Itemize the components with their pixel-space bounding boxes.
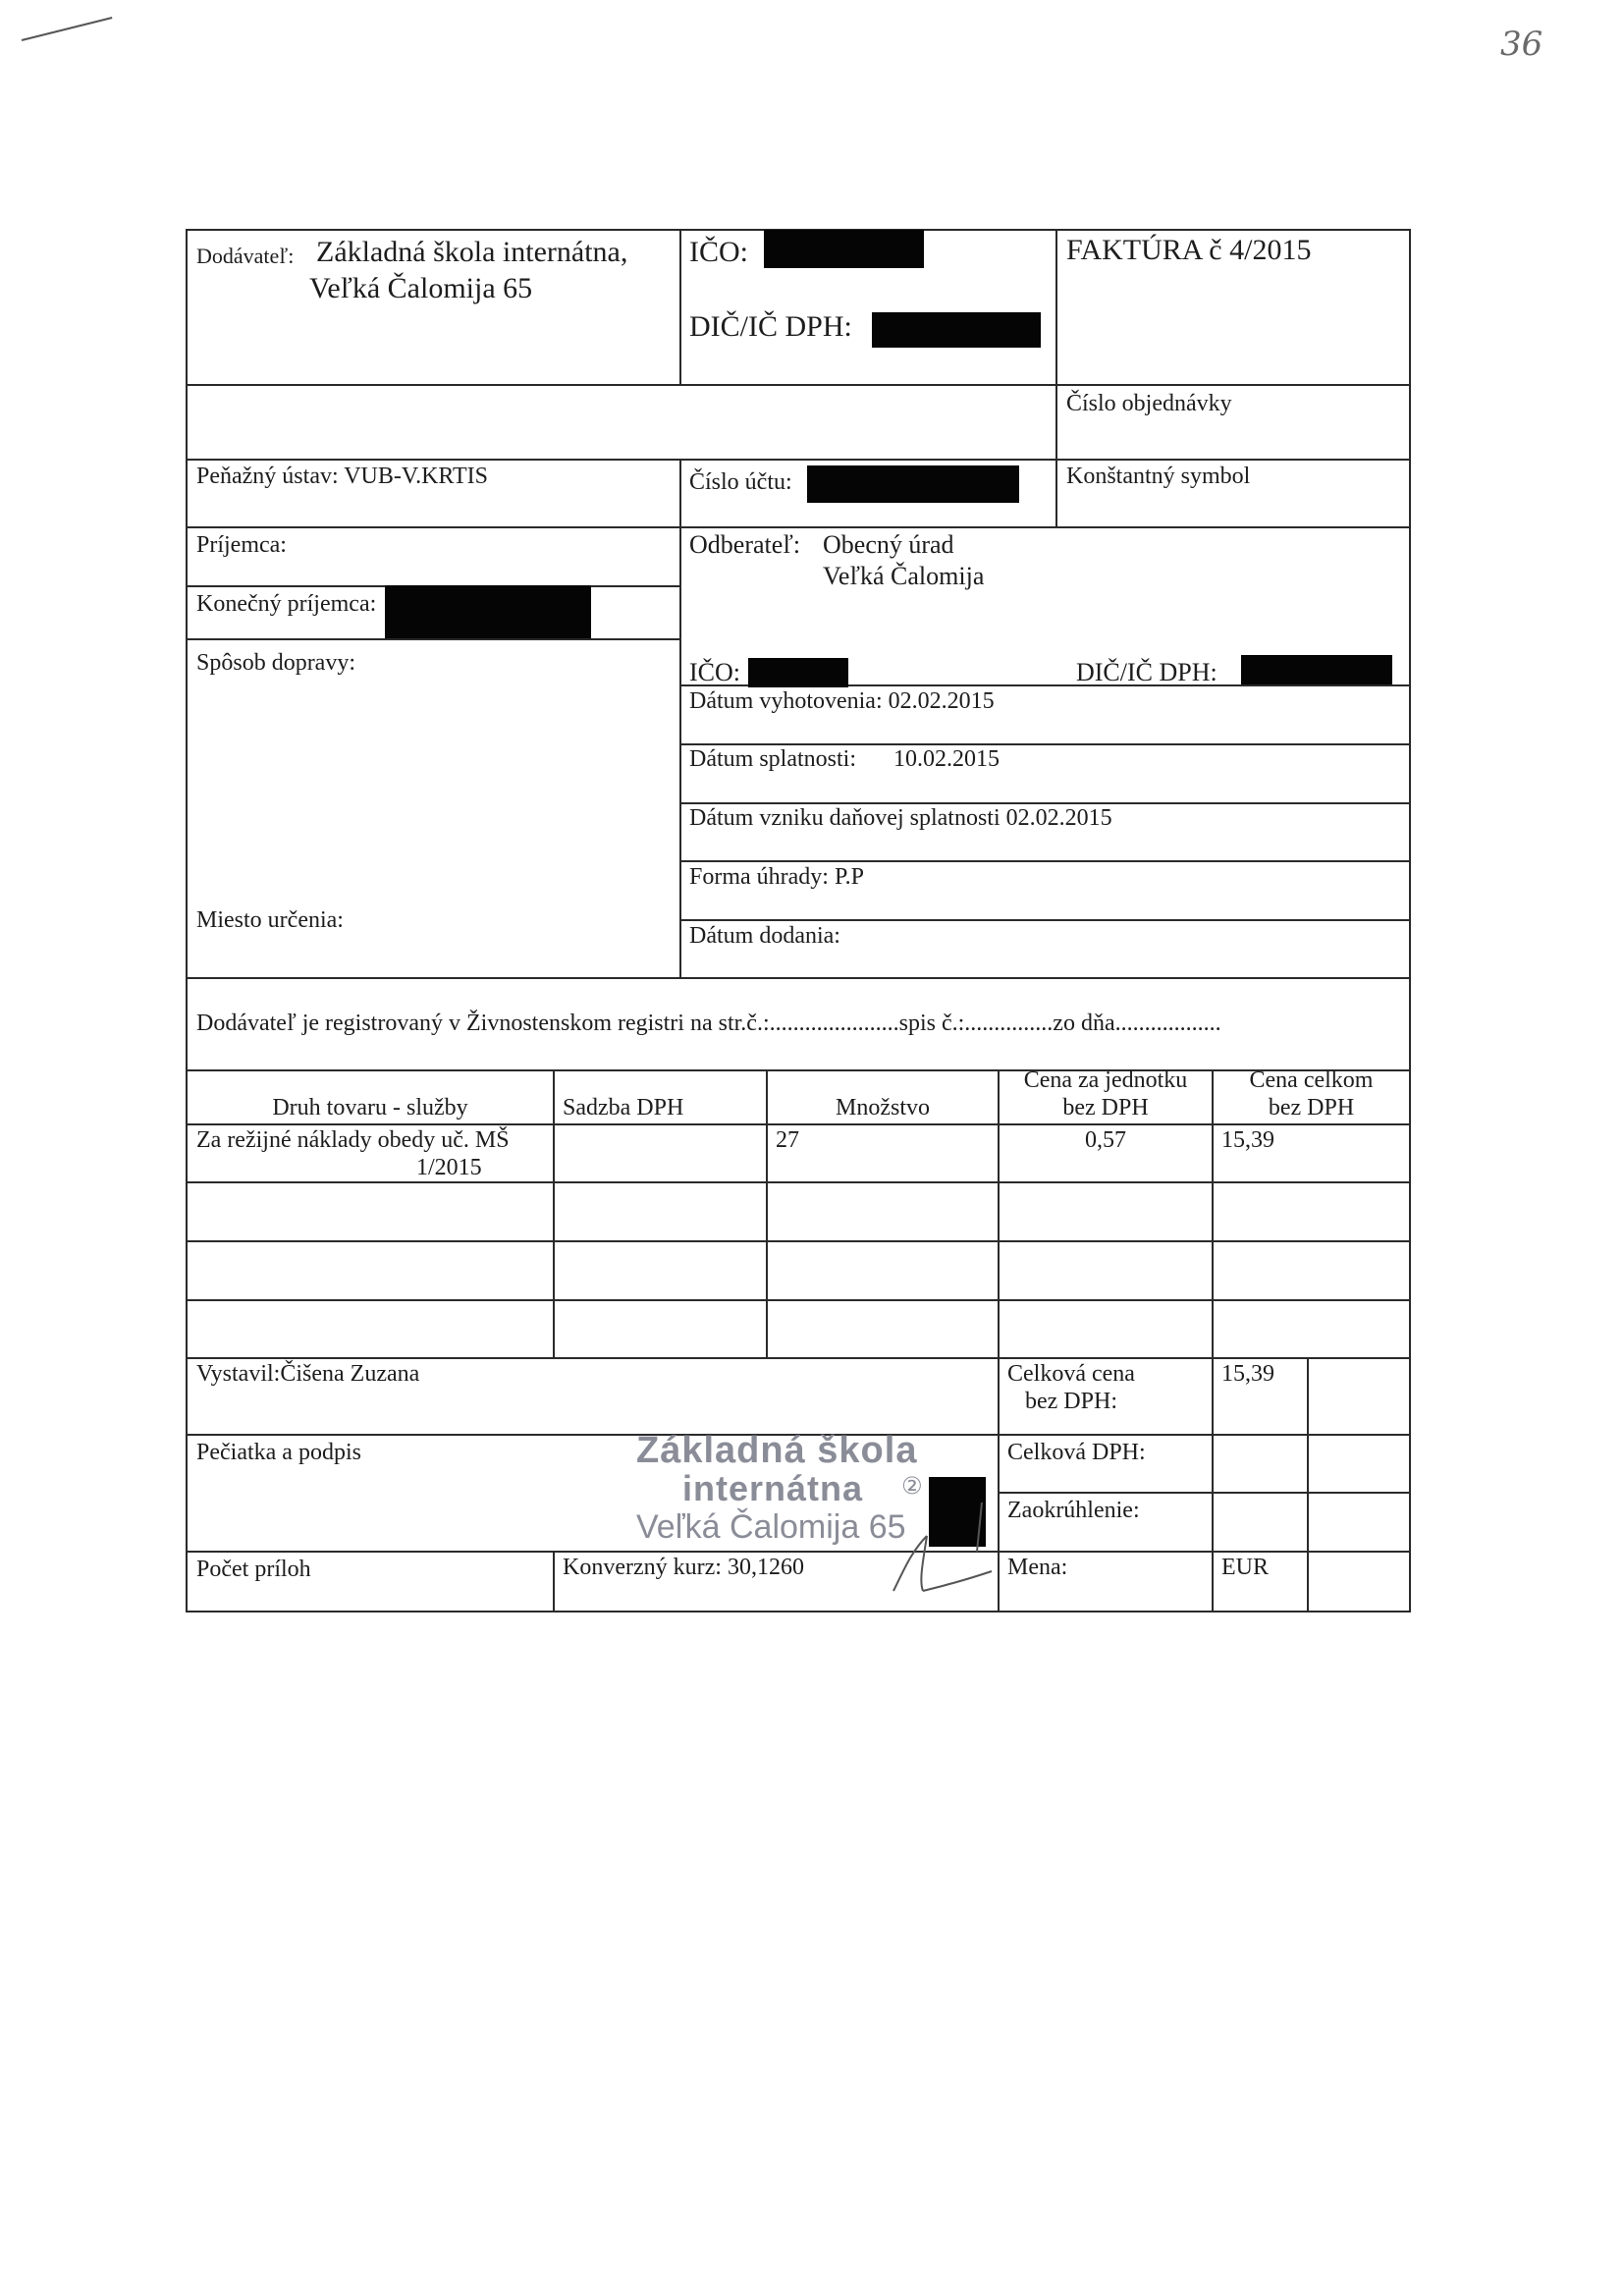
attachments-label: Počet príloh: [196, 1557, 311, 1582]
payment-form: Forma úhrady: P.P: [689, 864, 865, 890]
stamp-signature-label: Pečiatka a podpis: [196, 1440, 361, 1465]
supplier-name-line1: Základná škola internátna,: [316, 236, 628, 268]
scan-mark-line: [22, 17, 113, 41]
stamp-line3: Veľká Čalomija 65: [636, 1508, 906, 1546]
divider: [679, 802, 1410, 804]
registry-note: Dodávateľ je registrovaný v Živnostenskom registri na str.č.:......................spis č.:...............zo dňa..................: [196, 1011, 1221, 1036]
currency-value: EUR: [1221, 1555, 1269, 1580]
redacted-customer-dic: [1241, 655, 1392, 684]
divider: [186, 459, 1410, 461]
divider: [998, 1492, 1410, 1494]
page-number: 36: [1500, 25, 1543, 64]
currency-label: Mena:: [1007, 1555, 1068, 1580]
order-number-label: Číslo objednávky: [1066, 391, 1232, 416]
tax-date: Dátum vzniku daňovej splatnosti 02.02.2015: [689, 805, 1112, 831]
frame-bottom: [186, 1611, 1411, 1613]
header-quantity: Množstvo: [836, 1095, 930, 1121]
stamp-line1: Základná škola: [636, 1430, 918, 1471]
redacted-account: [807, 465, 1019, 503]
supplier-dic-label: DIČ/IČ DPH:: [689, 310, 852, 343]
divider: [679, 860, 1410, 862]
header-unit-price-1: Cena za jednotku: [1023, 1067, 1188, 1093]
divider: [186, 1181, 1410, 1183]
exchange-rate: Konverzný kurz: 30,1260: [563, 1555, 804, 1580]
stamp-line2-mark: ②: [901, 1473, 923, 1500]
divider: [679, 229, 681, 386]
recipient-label: Príjemca:: [196, 532, 287, 558]
customer-name-line1: Obecný úrad: [823, 530, 954, 559]
divider: [1055, 229, 1057, 527]
divider: [186, 384, 1410, 386]
divider: [186, 526, 1410, 528]
divider: [186, 1551, 1410, 1553]
divider: [186, 977, 1410, 979]
header-total-1: Cena celkom: [1249, 1067, 1374, 1093]
divider: [186, 638, 679, 640]
divider: [1212, 1069, 1214, 1613]
account-label: Číslo účtu:: [689, 469, 792, 495]
divider: [553, 1551, 555, 1612]
row-item-line1: Za režijné náklady obedy uč. MŠ: [196, 1127, 510, 1153]
total-no-vat-value: 15,39: [1221, 1361, 1274, 1387]
header-unit-price-2: bez DPH: [1062, 1095, 1149, 1121]
total-no-vat-label-1: Celková cena: [1007, 1361, 1135, 1387]
header-item: Druh tovaru - služby: [272, 1095, 468, 1121]
customer-dic-label: DIČ/IČ DPH:: [1076, 658, 1217, 686]
issued-by: Vystavil:Čišena Zuzana: [196, 1361, 420, 1387]
divider: [186, 1357, 1410, 1359]
redacted-final-recipient: [385, 585, 591, 638]
header-total-2: bez DPH: [1268, 1095, 1355, 1121]
customer-name-line2: Veľká Čalomija: [823, 562, 985, 590]
customer-ico-label: IČO:: [689, 658, 740, 686]
stamp-line2: internátna: [682, 1468, 864, 1508]
frame-left: [186, 229, 188, 1612]
divider: [679, 743, 1410, 745]
destination-label: Miesto určenia:: [196, 907, 344, 933]
header-vat-rate: Sadzba DPH: [563, 1095, 684, 1121]
row-total: 15,39: [1221, 1127, 1274, 1153]
total-no-vat-label-2: bez DPH:: [1025, 1389, 1117, 1414]
customer-label: Odberateľ:: [689, 530, 801, 559]
issue-date: Dátum vyhotovenia: 02.02.2015: [689, 688, 995, 714]
bank-label: Peňažný ústav: VUB-V.KRTIS: [196, 464, 488, 489]
supplier-label: Dodávateľ:: [196, 244, 295, 268]
constant-symbol-label: Konštantný symbol: [1066, 464, 1251, 489]
delivery-date-label: Dátum dodania:: [689, 923, 840, 949]
divider: [553, 1069, 555, 1359]
invoice-title: FAKTÚRA č 4/2015: [1066, 234, 1312, 266]
supplier-ico-label: IČO:: [689, 236, 748, 268]
rounding-label: Zaokrúhlenie:: [1007, 1498, 1140, 1523]
final-recipient-label: Konečný príjemca:: [196, 591, 377, 617]
total-vat-label: Celková DPH:: [1007, 1440, 1146, 1465]
redacted-supplier-dic: [872, 312, 1041, 348]
row-unit-price: 0,57: [1085, 1127, 1126, 1153]
divider: [679, 460, 681, 528]
divider: [679, 528, 681, 978]
divider: [186, 1240, 1410, 1242]
transport-label: Spôsob dopravy:: [196, 650, 355, 676]
divider: [1307, 1357, 1309, 1612]
redacted-customer-ico: [748, 658, 848, 687]
redacted-supplier-ico: [764, 230, 924, 268]
supplier-name-line2: Veľká Čalomija 65: [309, 272, 533, 304]
row-item-line2: 1/2015: [416, 1155, 482, 1180]
divider: [679, 919, 1410, 921]
row-quantity: 27: [776, 1127, 799, 1153]
divider: [186, 1299, 1410, 1301]
divider: [186, 1123, 1410, 1125]
signature-stroke: [884, 1493, 1001, 1601]
due-date-label: Dátum splatnosti:: [689, 746, 856, 772]
due-date-value: 10.02.2015: [893, 746, 1000, 772]
